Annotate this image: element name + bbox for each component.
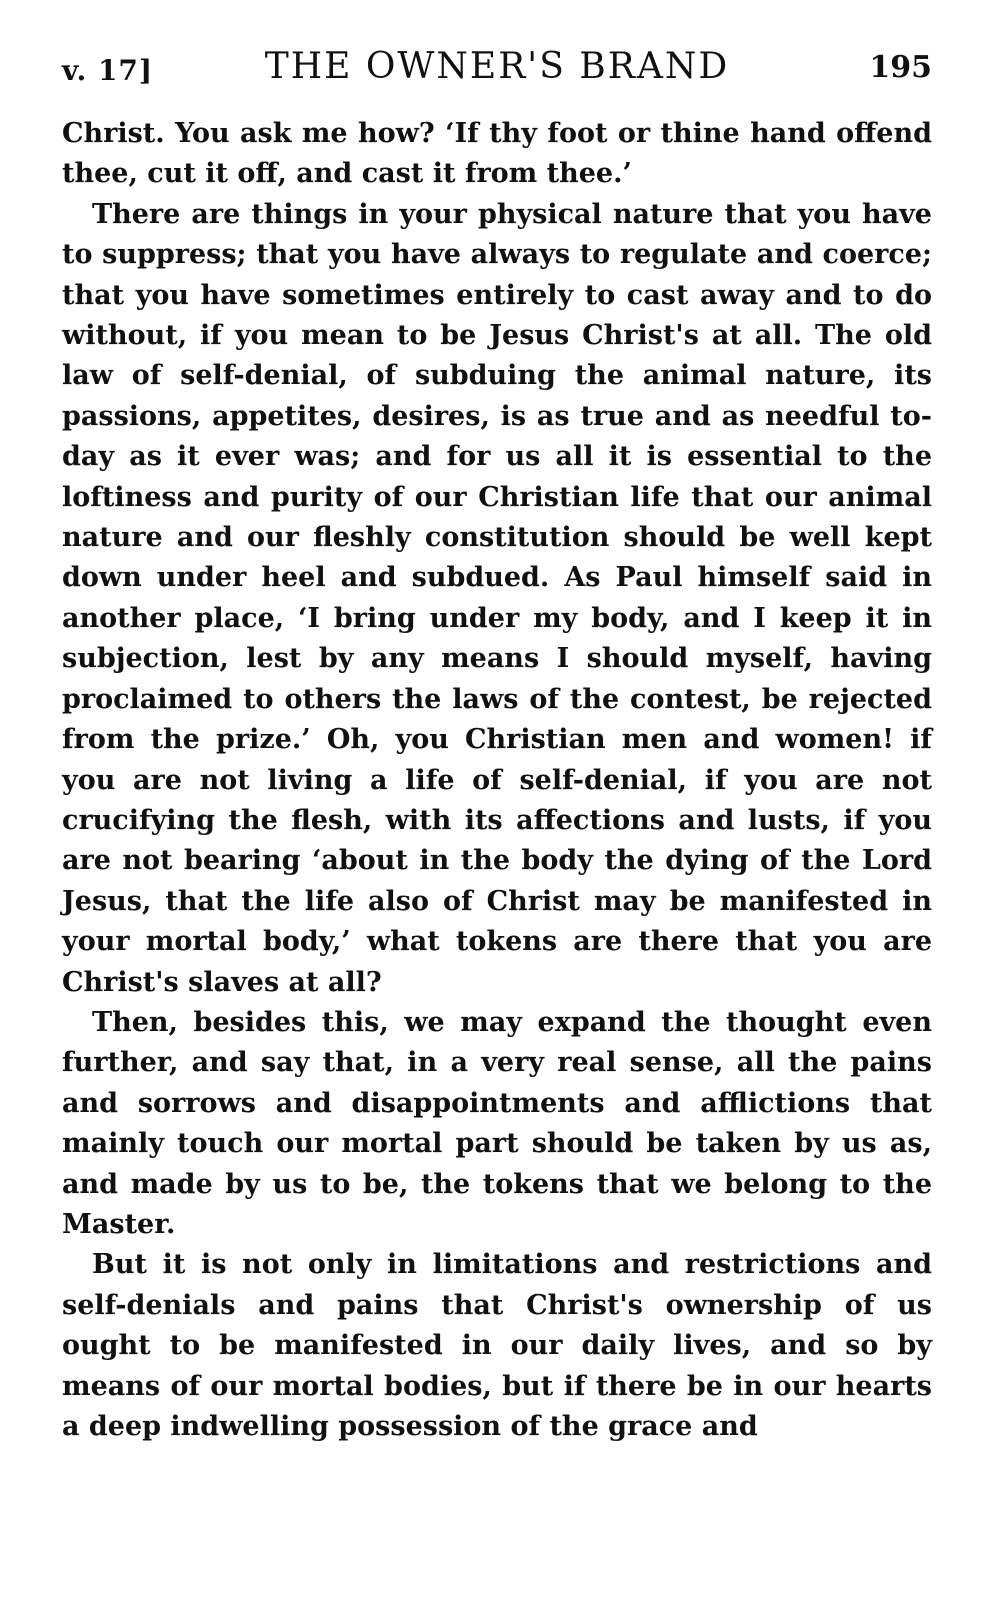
body-text — [62, 114, 932, 1447]
verse-reference: v. 17] — [62, 54, 154, 87]
paragraph-continued: Christ. You ask me how? ‘If thy foot or thine hand offend thee, cut it off, and cast it from thee.’ — [62, 118, 932, 190]
paragraph: Then, besides this, we may expand the thought even further, and say that, in a very real sense, all the pains and sorrows and disappointments and afflictions that mainly touch our mortal part should be taken by us as, and made by us to be, the tokens that we belong to the Master. — [62, 1006, 932, 1240]
paragraph: There are things in your physical nature that you have to suppress; that you have always to regulate and coerce; that you have sometimes entirely to cast away and to do without, if you mean to be Jesus Christ's at all. The old law of self-denial, of subduing the animal nature, its passions, appetites, desires, is as true and as needful to-day as it ever was; and for us all it is essential to the loftiness and purity of our Christian life that our animal nature and our fleshly constitution should be well kept down under heel and subdued. As Paul himself said in another place, ‘I bring under my body, and I keep it in subjection, lest by any means I should myself, having proclaimed to others the laws of the contest, be rejected from the prize.’ Oh, you Christian men and women! if you are not living a life of self-denial, if you are not crucifying the flesh, with its affections and lusts, if you are not bearing ‘about in the body the dying of the Lord Jesus, that the life also of Christ may be manifested in your mortal body,’ what tokens are there that you are Christ's slaves at all? — [62, 198, 932, 998]
paragraph: But it is not only in limitations and restrictions and self-denials and pains that Christ's ownership of us ought to be manifested in our daily lives, and so by means of our mortal bodies, but if there be in our hearts a deep indwelling possession of the grace and — [62, 1249, 932, 1442]
book-page — [62, 44, 932, 1447]
page-number: 195 — [869, 50, 932, 85]
running-header — [62, 44, 932, 96]
chapter-title: THE OWNER'S BRAND — [264, 46, 730, 87]
